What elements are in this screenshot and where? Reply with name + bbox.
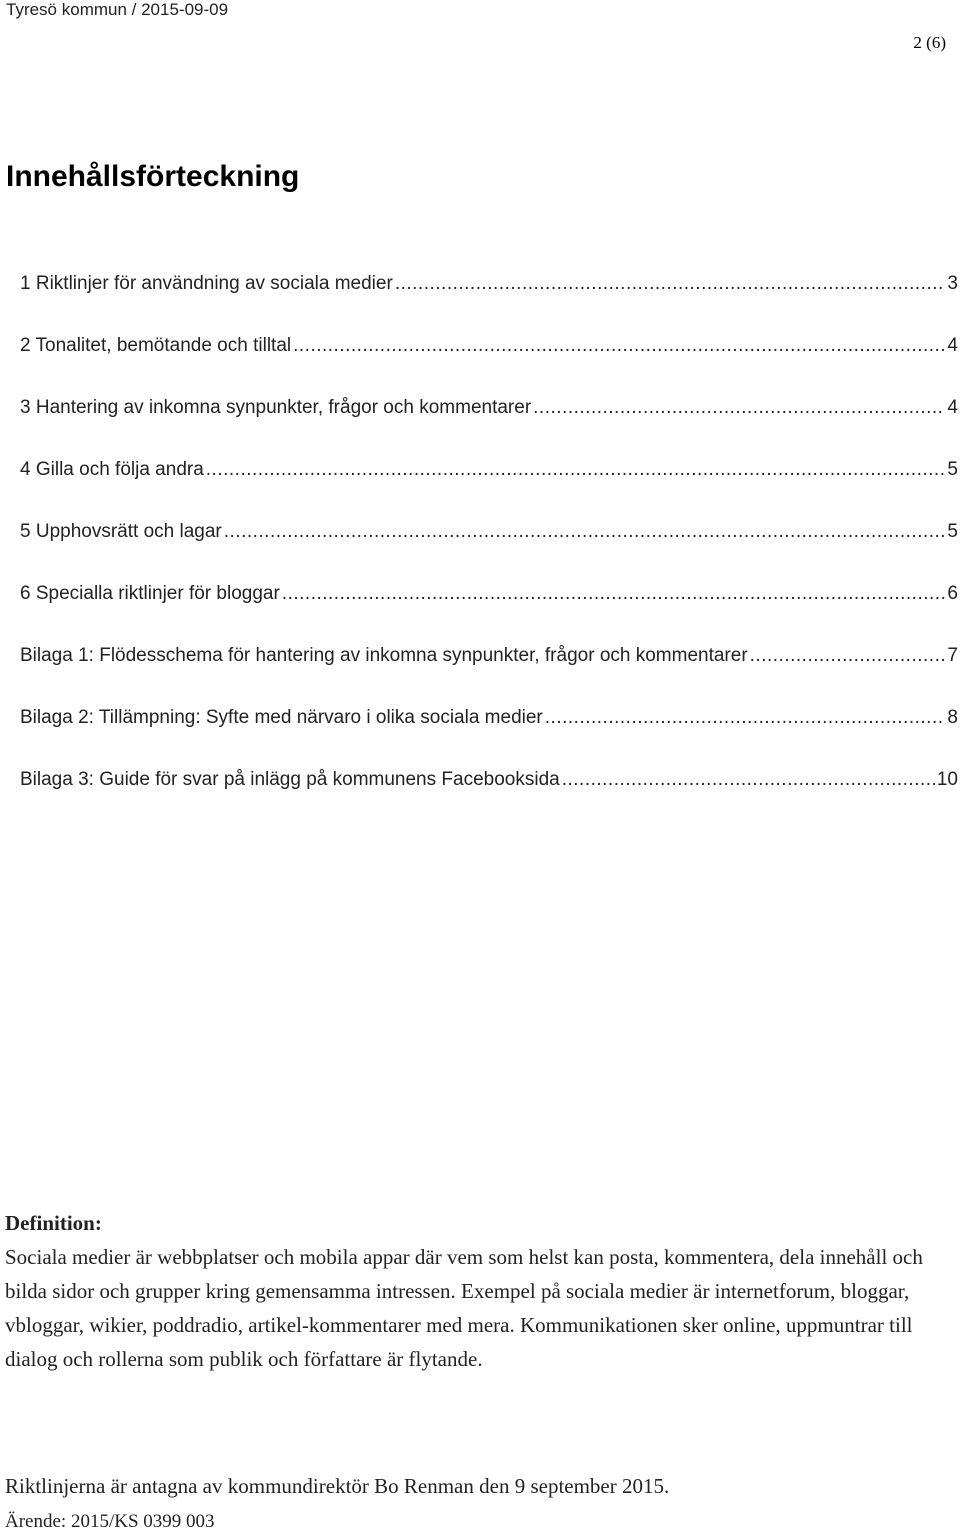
header-org-date: Tyresö kommun / 2015-09-09 [6,0,229,19]
toc-entry[interactable] [20,707,958,769]
toc-entry[interactable] [20,645,958,707]
toc-entry-text: 6 Specialla riktlinjer för bloggar [20,583,280,604]
toc-entry[interactable] [20,769,958,831]
toc-dot-leader [395,273,946,295]
toc-entry-text: 5 Upphovsrätt och lagar [20,521,222,542]
toc-dot-leader [533,397,945,419]
definition-body: Sociala medier är webbplatser och mobila appar där vem som helst kan posta, kommentera, dela innehåll och bilda sidor och grupper kring gemensamma intressen. Exempel på sociala medier är internetforum, bloggar, vbloggar, wikier, poddradio, artikel-kommentarer med mera. Kommunikationen sker online, uppmuntrar till dialog och rollerna som publik och författare är flytande. [5,1245,923,1371]
toc-entry-text: Bilaga 1: Flödesschema för hantering av inkomna synpunkter, frågor och kommentarer [20,645,748,666]
toc-dot-leader [545,707,946,729]
toc-dot-leader [206,459,946,481]
definition-section [5,1206,945,1376]
toc-entry-page: 5 [947,459,958,480]
toc-title: Innehållsförteckning [6,160,300,193]
toc-entry-page: 4 [947,335,958,356]
toc-dot-leader [224,521,946,543]
toc-entry-page: 8 [947,707,958,728]
table-of-contents [20,273,958,831]
toc-dot-leader [293,335,945,357]
toc-dot-leader [282,583,946,605]
toc-entry-text: Bilaga 2: Tillämpning: Syfte med närvaro i olika sociala medier [20,707,543,728]
toc-dot-leader [562,769,935,791]
toc-entry[interactable] [20,335,958,397]
toc-entry-page: 7 [947,645,958,666]
toc-entry[interactable] [20,583,958,645]
toc-entry[interactable] [20,459,958,521]
toc-entry[interactable] [20,521,958,583]
header-page-number: 2 (6) [913,33,946,52]
toc-entry[interactable] [20,397,958,459]
toc-entry-text: 3 Hantering av inkomna synpunkter, frågor och kommentarer [20,397,532,418]
toc-entry-text: 1 Riktlinjer för användning av sociala medier [20,273,393,294]
definition-heading: Definition: [5,1211,102,1235]
toc-entry-text: 2 Tonalitet, bemötande och tilltal [20,335,292,356]
toc-entry-page: 5 [947,521,958,542]
toc-entry-page: 4 [947,397,958,418]
toc-entry-page: 3 [947,273,958,294]
adoption-statement: Riktlinjerna är antagna av kommundirektör Bo Renman den 9 september 2015. [5,1474,670,1498]
toc-entry-text: Bilaga 3: Guide för svar på inlägg på kommunens Facebooksida [20,769,560,790]
toc-dot-leader [750,645,946,667]
toc-entry-text: 4 Gilla och följa andra [20,459,204,480]
toc-entry[interactable] [20,273,958,335]
case-number: Ärende: 2015/KS 0399 003 [5,1511,215,1532]
toc-entry-page: 6 [947,583,958,604]
toc-entry-page: 10 [936,769,958,790]
